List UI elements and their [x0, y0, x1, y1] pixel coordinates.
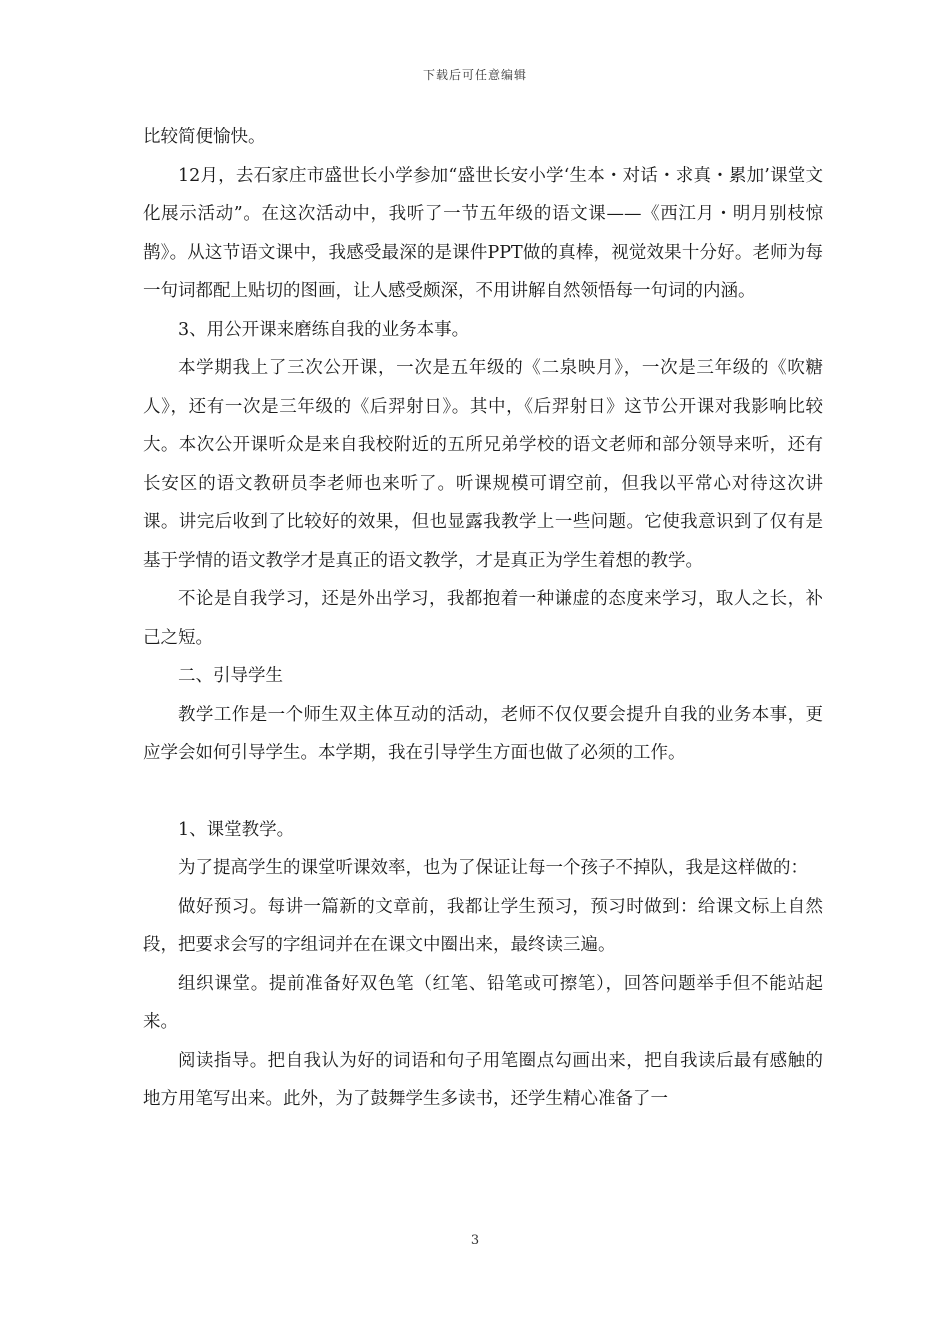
paragraph-organize-class: 组织课堂。提前准备好双色笔（红笔、铅笔或可擦笔），回答问题举手但不能站起来。: [143, 973, 823, 1032]
paragraph-efficiency: 为了提高学生的课堂听课效率，也为了保证让每一个孩子不掉队，我是这样做的：: [178, 858, 808, 878]
page-header: 下载后可任意编辑: [422, 68, 527, 82]
section-heading-open-class: 3、用公开课来磨练自我的业务本事。: [178, 319, 470, 340]
paragraph-reading-guidance: 阅读指导。把自我认为好的词语和句子用笔圈点勾画出来，把自我读后最有感触的地方用笔写出来。此外，为了鼓舞学生多读书，还学生精心准备了一: [143, 1050, 823, 1109]
page-number: 3: [470, 1233, 480, 1248]
section-heading-classroom: 1、课堂教学。: [178, 819, 295, 840]
section-heading-guide-students: 二、引导学生: [178, 666, 283, 686]
paragraph-continuation: 比较简便愉快。: [143, 127, 266, 147]
paragraph-december-activity: 12月，去石家庄市盛世长小学参加“盛世长安小学‘生本・对话・求真・累加’课堂文化展示活动”。在这次活动中，我听了一节五年级的语文课——《西江月・明月别枝惊鹊》。从这节语文课中，我感受最深的是课件PPT做的真棒，视觉效果十分好。老师为每一句词都配上贴切的图画，让人感受颇深，不用讲解自然领悟每一句词的内涵。: [143, 165, 823, 301]
paragraph-open-classes: 本学期我上了三次公开课，一次是五年级的《二泉映月》，一次是三年级的《吹糖人》，还有一次是三年级的《后羿射日》。其中，《后羿射日》这节公开课对我影响比较大。本次公开课听众是来自我校附近的五所兄弟学校的语文老师和部分领导来听，还有长安区的语文教研员李老师也来听了。听课规模可谓空前，但我以平常心对待这次讲课。讲完后收到了比较好的效果，但也显露我教学上一些问题。它使我意识到了仅有是基于学情的语文教学才是真正的语文教学，才是真正为学生着想的教学。: [143, 358, 823, 571]
paragraph-teaching-work: 教学工作是一个师生双主体互动的活动，老师不仅仅要会提升自我的业务本事，更应学会如何引导学生。本学期，我在引导学生方面也做了必须的工作。: [143, 704, 823, 763]
paragraph-preview: 做好预习。每讲一篇新的文章前，我都让学生预习，预习时做到：给课文标上自然段，把要求会写的字组词并在在课文中圈出来，最终读三遍。: [143, 896, 823, 955]
document-body: [143, 118, 823, 1119]
paragraph-learning-attitude: 不论是自我学习，还是外出学习，我都抱着一种谦虚的态度来学习，取人之长，补己之短。: [143, 589, 823, 648]
paragraph-spacer: [143, 773, 823, 811]
